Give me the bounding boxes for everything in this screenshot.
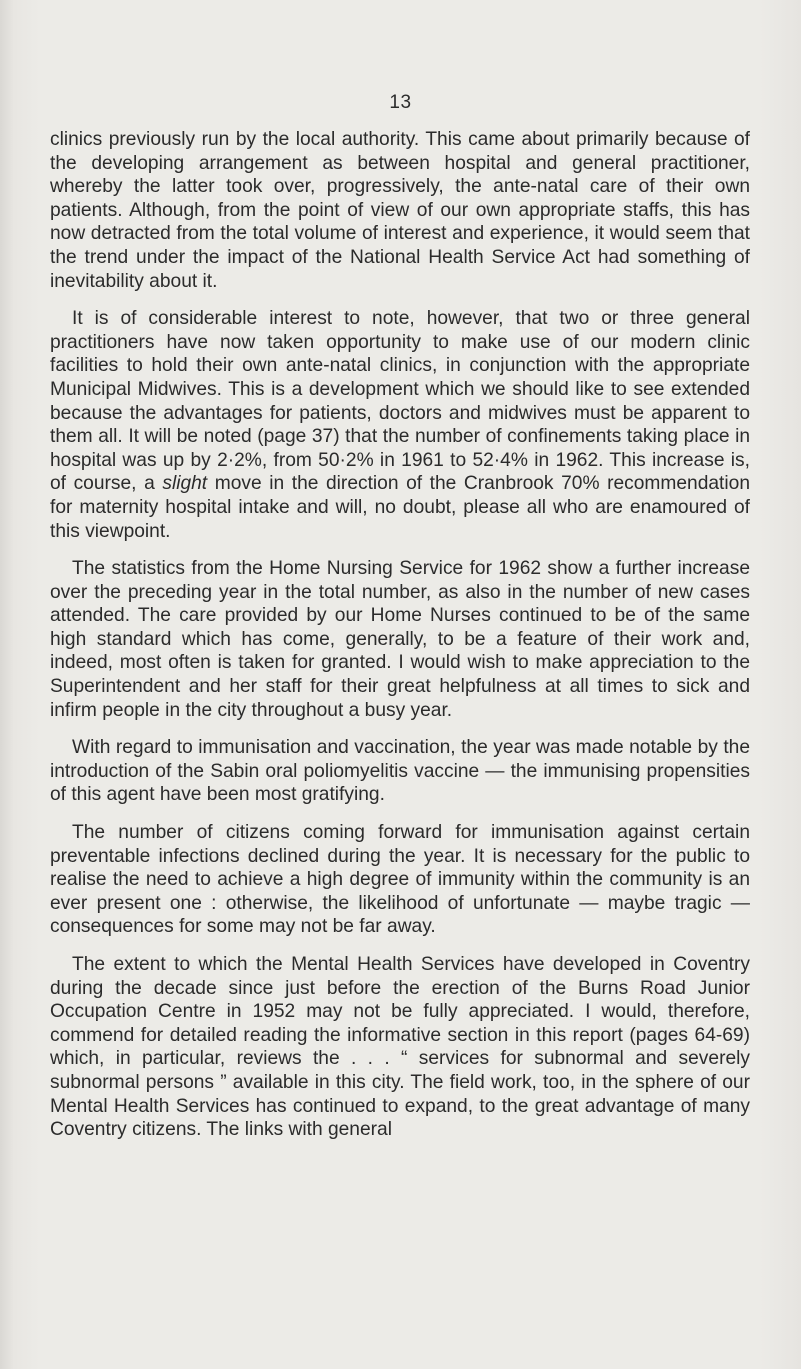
paragraph-immunisation-vaccination: With regard to immunisation and vaccination, the year was made notable by the introduction of the Sabin oral poliomyelitis vaccine — the immunising propensities of this agent have been most gratifying. [50, 737, 750, 806]
paragraph-home-nursing: The statistics from the Home Nursing Service for 1962 show a further increase over the preceding year in the total number, as also in the number of new cases attended. The care provided by our Home Nurses continued to be of the same high standard which has come, generally, to be a feature of their work and, indeed, most often is taken for granted. I would wish to make appreciation to the Superintendent and her staff for their great helpfulness at all times to sick and infirm people in the city throughout a busy year. [50, 558, 750, 721]
paragraph-text-after-emphasis: move in the direction of the Cranbrook 70% recommendation for maternity hospital intake and will, no doubt, please all who are enamoured of this viewpoint. [50, 473, 750, 542]
paragraph-general-practitioners [50, 307, 750, 543]
paragraph-text-before-emphasis: It is of considerable interest to note, however, that two or three general practitioners have now taken opportunity to make use of our modern clinic facilities to hold their own ante-natal clinics, in conjunction with the appropriate Municipal Midwives. This is a development which we should like to see extended because the advantages for patients, doctors and midwives must be apparent to them all. It will be noted (page 37) that the number of confinements taking place in hospital was up by 2·2%, from 50·2% in 1961 to 52·4% in 1962. This increase is, of course, a [50, 308, 750, 495]
emphasized-word: slight [162, 473, 208, 495]
page-number: 13 [389, 92, 412, 113]
body-text [50, 128, 750, 1142]
paragraph-mental-health-services: The extent to which the Mental Health Services have developed in Coventry during the decade since just before the erection of the Burns Road Junior Occupation Centre in 1952 may not be fully appreciated. I would, therefore, commend for detailed reading the informative section in this report (pages 64-69) which, in particular, reviews the . . . “ services for subnormal and severely subnormal persons ” available in this city. The field work, too, in the sphere of our Mental Health Services has continued to expand, to the great advantage of many Coventry citizens. The links with general [50, 954, 750, 1141]
paragraph-preventable-infections: The number of citizens coming forward for immunisation against certain preventable infections declined during the year. It is necessary for the public to realise the need to achieve a high degree of immunity within the community is an ever present one : otherwise, the likelihood of unfortunate — maybe tragic — consequences for some may not be far away. [50, 822, 750, 938]
paragraph-antenatal-clinics: clinics previously run by the local authority. This came about primarily because of the developing arrangement as between hospital and general practitioner, whereby the latter took over, progressively, the ante-natal care of their own patients. Although, from the point of view of our own appropriate staffs, this has now detracted from the total volume of interest and experience, it would seem that the trend under the impact of the National Health Service Act had something of inevitability about it. [50, 129, 750, 292]
